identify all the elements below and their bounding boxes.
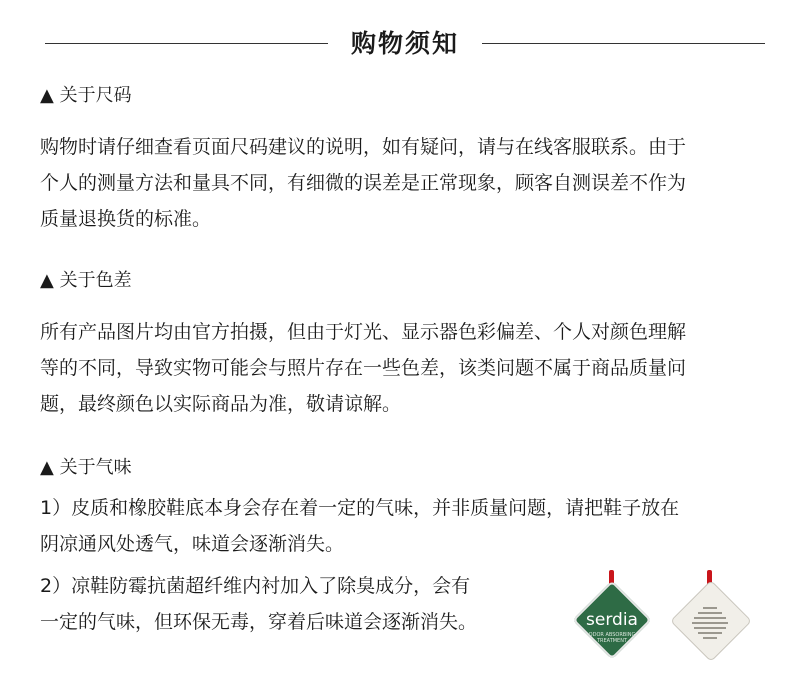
section-header xyxy=(0,22,790,66)
heading-color: ▲ 关于色差 xyxy=(40,270,132,291)
header-divider-right xyxy=(482,43,765,44)
serdia-tag-front xyxy=(572,570,652,666)
page-title: 购物须知 xyxy=(350,29,459,58)
serdia-tag-back xyxy=(670,570,750,666)
odor-item-1: 1）皮质和橡胶鞋底本身会存在着一定的气味，并非质量问题，请把鞋子放在 阴凉通风处透气，味道会逐渐消失。 xyxy=(40,497,680,555)
heading-size: ▲ 关于尺码 xyxy=(40,85,132,106)
tag-brand-subtitle: ODOR ABSORBING TREATMENT xyxy=(588,632,636,644)
tag-brand-logo: serdia xyxy=(586,610,638,630)
tag-fine-print xyxy=(692,604,728,642)
paragraph-color: 所有产品图片均由官方拍摄，但由于灯光、显示器色彩偏差、个人对颜色理解 等的不同，导致实物可能会与照片存在一些色差，该类问题不属于商品质量问 题，最终颜色以实际商品为准，敬请谅解。 xyxy=(40,321,687,415)
header-divider-left xyxy=(45,43,328,44)
heading-odor: ▲ 关于气味 xyxy=(40,457,132,478)
odor-item-2: 2）凉鞋防霉抗菌超纤维内衬加入了除臭成分，会有 一定的气味，但环保无毒，穿着后味道会逐渐消失。 xyxy=(40,575,478,633)
paragraph-size: 购物时请仔细查看页面尺码建议的说明，如有疑问，请与在线客服联系。由于 个人的测量方法和量具不同，有细微的误差是正常现象，顾客自测误差不作为 质量退换货的标准。 xyxy=(40,136,687,230)
